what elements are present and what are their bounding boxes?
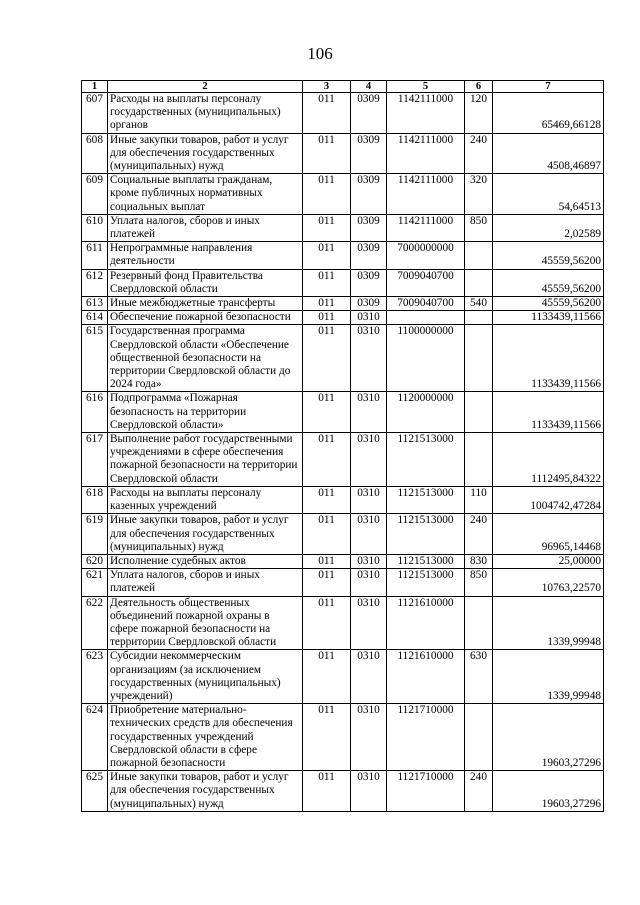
row-target-code: 7009040700	[387, 269, 465, 296]
row-section-code: 0310	[351, 596, 387, 650]
row-expense-type: 850	[465, 214, 493, 241]
row-target-code: 1121710000	[387, 704, 465, 771]
row-amount: 2,02589	[493, 214, 604, 241]
column-header: 2	[108, 81, 303, 93]
row-target-code: 1121513000	[387, 433, 465, 487]
row-amount: 96965,14468	[493, 514, 604, 555]
row-expense-type: 320	[465, 174, 493, 215]
row-name: Государственная программа Свердловской области «Обеспечение общественной безопасности на территории Свердловской области до 2024 года»	[108, 325, 303, 392]
row-admin-code: 011	[303, 771, 351, 812]
row-target-code	[387, 311, 465, 325]
row-number: 612	[82, 269, 108, 296]
table-row	[82, 433, 604, 487]
row-amount: 1004742,47284	[493, 486, 604, 513]
header-row	[82, 81, 604, 93]
row-name: Иные закупки товаров, работ и услуг для обеспечения государственных (муниципальных) нужд	[108, 133, 303, 174]
row-expense-type: 120	[465, 93, 493, 134]
table-row	[82, 325, 604, 392]
row-expense-type: 850	[465, 569, 493, 596]
row-section-code: 0310	[351, 486, 387, 513]
row-name: Иные закупки товаров, работ и услуг для обеспечения государственных (муниципальных) нужд	[108, 514, 303, 555]
row-admin-code: 011	[303, 486, 351, 513]
row-expense-type: 240	[465, 771, 493, 812]
row-name: Выполнение работ государственными учреждениями в сфере обеспечения пожарной безопасности на территории Свердловской области	[108, 433, 303, 487]
table-row	[82, 704, 604, 771]
row-admin-code: 011	[303, 325, 351, 392]
row-target-code: 1121610000	[387, 596, 465, 650]
row-target-code: 7000000000	[387, 242, 465, 269]
row-amount: 10763,22570	[493, 569, 604, 596]
row-amount: 1112495,84322	[493, 433, 604, 487]
row-target-code: 1100000000	[387, 325, 465, 392]
row-name: Резервный фонд Правительства Свердловской области	[108, 269, 303, 296]
row-section-code: 0309	[351, 297, 387, 311]
column-header: 5	[387, 81, 465, 93]
row-admin-code: 011	[303, 433, 351, 487]
row-admin-code: 011	[303, 297, 351, 311]
row-number: 618	[82, 486, 108, 513]
row-admin-code: 011	[303, 650, 351, 704]
row-admin-code: 011	[303, 554, 351, 568]
column-header: 3	[303, 81, 351, 93]
column-header: 7	[493, 81, 604, 93]
row-number: 609	[82, 174, 108, 215]
table-row	[82, 392, 604, 433]
row-amount: 45559,56200	[493, 297, 604, 311]
row-expense-type	[465, 269, 493, 296]
row-expense-type: 830	[465, 554, 493, 568]
row-target-code: 1121513000	[387, 569, 465, 596]
row-amount: 1339,99948	[493, 650, 604, 704]
row-target-code: 1121710000	[387, 771, 465, 812]
row-target-code: 1120000000	[387, 392, 465, 433]
row-section-code: 0310	[351, 311, 387, 325]
row-target-code: 7009040700	[387, 297, 465, 311]
row-section-code: 0309	[351, 214, 387, 241]
row-expense-type	[465, 325, 493, 392]
row-expense-type	[465, 242, 493, 269]
row-admin-code: 011	[303, 269, 351, 296]
row-admin-code: 011	[303, 93, 351, 134]
row-amount: 1133439,11566	[493, 392, 604, 433]
column-header: 1	[82, 81, 108, 93]
row-name: Деятельность общественных объединений пожарной охраны в сфере пожарной безопасности на территории Свердловской области	[108, 596, 303, 650]
table-row	[82, 133, 604, 174]
row-number: 611	[82, 242, 108, 269]
row-amount: 54,64513	[493, 174, 604, 215]
row-number: 623	[82, 650, 108, 704]
row-expense-type	[465, 596, 493, 650]
row-name: Исполнение судебных актов	[108, 554, 303, 568]
row-name: Иные межбюджетные трансферты	[108, 297, 303, 311]
row-section-code: 0309	[351, 174, 387, 215]
row-name: Иные закупки товаров, работ и услуг для обеспечения государственных (муниципальных) нужд	[108, 771, 303, 812]
row-section-code: 0310	[351, 771, 387, 812]
row-admin-code: 011	[303, 214, 351, 241]
row-admin-code: 011	[303, 133, 351, 174]
column-header: 6	[465, 81, 493, 93]
row-target-code: 1142111000	[387, 174, 465, 215]
row-section-code: 0310	[351, 554, 387, 568]
row-section-code: 0310	[351, 704, 387, 771]
row-number: 613	[82, 297, 108, 311]
row-expense-type: 540	[465, 297, 493, 311]
row-section-code: 0310	[351, 392, 387, 433]
row-number: 616	[82, 392, 108, 433]
row-target-code: 1142111000	[387, 133, 465, 174]
table-row	[82, 650, 604, 704]
row-admin-code: 011	[303, 174, 351, 215]
row-section-code: 0310	[351, 650, 387, 704]
row-admin-code: 011	[303, 569, 351, 596]
row-section-code: 0309	[351, 93, 387, 134]
table-row	[82, 242, 604, 269]
row-name: Уплата налогов, сборов и иных платежей	[108, 569, 303, 596]
row-admin-code: 011	[303, 392, 351, 433]
row-name: Приобретение материально-технических средств для обеспечения государственных учреждений Свердловской области в сфере пожарной безопасности	[108, 704, 303, 771]
row-admin-code: 011	[303, 514, 351, 555]
row-amount: 19603,27296	[493, 771, 604, 812]
page-number: 106	[307, 44, 333, 63]
row-name: Субсидии некоммерческим организациям (за исключением государственных (муниципальных) учреждений)	[108, 650, 303, 704]
row-admin-code: 011	[303, 596, 351, 650]
row-amount: 1133439,11566	[493, 325, 604, 392]
row-amount: 4508,46897	[493, 133, 604, 174]
table-row	[82, 214, 604, 241]
table-row	[82, 596, 604, 650]
row-name: Уплата налогов, сборов и иных платежей	[108, 214, 303, 241]
table-row	[82, 554, 604, 568]
row-admin-code: 011	[303, 704, 351, 771]
row-section-code: 0310	[351, 514, 387, 555]
row-section-code: 0309	[351, 242, 387, 269]
row-expense-type: 240	[465, 133, 493, 174]
row-amount: 1339,99948	[493, 596, 604, 650]
row-section-code: 0309	[351, 133, 387, 174]
row-section-code: 0309	[351, 269, 387, 296]
row-amount: 19603,27296	[493, 704, 604, 771]
row-amount: 45559,56200	[493, 242, 604, 269]
table-row	[82, 486, 604, 513]
table-row	[82, 771, 604, 812]
table-row	[82, 514, 604, 555]
table-row	[82, 297, 604, 311]
row-admin-code: 011	[303, 311, 351, 325]
row-name: Социальные выплаты гражданам, кроме публичных нормативных социальных выплат	[108, 174, 303, 215]
row-target-code: 1142111000	[387, 214, 465, 241]
row-number: 610	[82, 214, 108, 241]
column-header: 4	[351, 81, 387, 93]
row-target-code: 1121513000	[387, 514, 465, 555]
row-number: 624	[82, 704, 108, 771]
row-expense-type	[465, 311, 493, 325]
row-expense-type: 240	[465, 514, 493, 555]
table-row	[82, 174, 604, 215]
row-number: 615	[82, 325, 108, 392]
row-number: 607	[82, 93, 108, 134]
row-target-code: 1121513000	[387, 486, 465, 513]
row-expense-type: 110	[465, 486, 493, 513]
table-row	[82, 93, 604, 134]
budget-table	[81, 80, 604, 812]
row-number: 620	[82, 554, 108, 568]
row-target-code: 1142111000	[387, 93, 465, 134]
row-number: 617	[82, 433, 108, 487]
row-amount: 65469,66128	[493, 93, 604, 134]
table-row	[82, 269, 604, 296]
row-expense-type: 630	[465, 650, 493, 704]
row-name: Подпрограмма «Пожарная безопасность на территории Свердловской области»	[108, 392, 303, 433]
row-number: 625	[82, 771, 108, 812]
row-expense-type	[465, 704, 493, 771]
row-amount: 45559,56200	[493, 269, 604, 296]
row-number: 614	[82, 311, 108, 325]
row-name: Непрограммные направления деятельности	[108, 242, 303, 269]
row-section-code: 0310	[351, 325, 387, 392]
row-name: Обеспечение пожарной безопасности	[108, 311, 303, 325]
row-name: Расходы на выплаты персоналу государственных (муниципальных) органов	[108, 93, 303, 134]
row-admin-code: 011	[303, 242, 351, 269]
row-number: 622	[82, 596, 108, 650]
row-amount: 25,00000	[493, 554, 604, 568]
row-target-code: 1121610000	[387, 650, 465, 704]
row-amount: 1133439,11566	[493, 311, 604, 325]
row-expense-type	[465, 392, 493, 433]
table-row	[82, 311, 604, 325]
table-row	[82, 569, 604, 596]
row-expense-type	[465, 433, 493, 487]
row-number: 608	[82, 133, 108, 174]
row-target-code: 1121513000	[387, 554, 465, 568]
row-section-code: 0310	[351, 433, 387, 487]
row-name: Расходы на выплаты персоналу казенных учреждений	[108, 486, 303, 513]
row-section-code: 0310	[351, 569, 387, 596]
row-number: 621	[82, 569, 108, 596]
row-number: 619	[82, 514, 108, 555]
